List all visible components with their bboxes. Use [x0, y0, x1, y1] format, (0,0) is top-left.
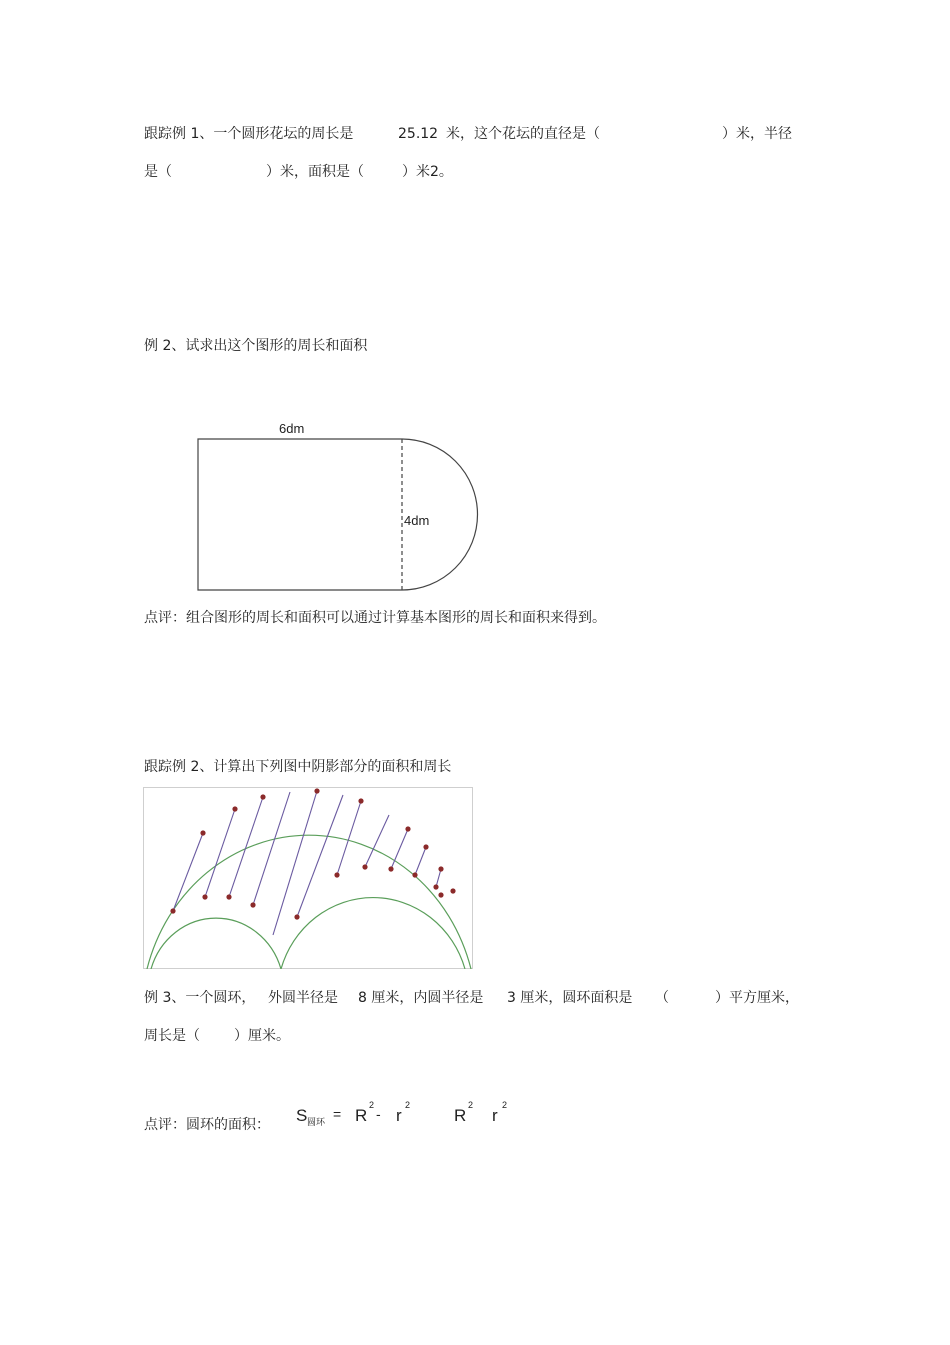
formula-sub: 圆环	[307, 1117, 326, 1127]
formula-sup1: 2	[369, 1100, 375, 1110]
q4-text-e: （	[655, 990, 669, 1006]
q2-title: 例 2、试求出这个图形的周长和面积	[144, 338, 368, 354]
q4-text-f: ）平方厘米，	[715, 990, 799, 1006]
q1-text-b: 米，这个花坛的直径是（	[446, 126, 600, 142]
q4-text-d: 3 厘米，圆环面积是	[507, 990, 633, 1006]
formula-eq: =	[333, 1106, 342, 1122]
ring-area-formula	[296, 1100, 526, 1130]
comment2-label: 点评：圆环的面积：	[144, 1117, 270, 1133]
q1-text-d: 是（	[144, 164, 172, 180]
formula-sup3: 2	[468, 1100, 474, 1110]
formula-S: S	[296, 1106, 308, 1125]
q1-text-e: ）米，面积是（	[266, 164, 364, 180]
q4-text-g: 周长是（	[144, 1028, 200, 1044]
q1-text-f: ）米2。	[402, 164, 453, 180]
q2-comment: 点评：组合图形的周长和面积可以通过计算基本图形的周长和面积来得到。	[144, 610, 606, 626]
formula-sup2: 2	[405, 1100, 411, 1110]
rect-semicircle-outline	[198, 439, 478, 590]
formula-R1: R	[355, 1106, 368, 1125]
q1-number: 25.12	[398, 126, 439, 142]
formula-sup4: 2	[502, 1100, 508, 1110]
formula-r2: r	[492, 1106, 498, 1125]
q3-title: 跟踪例 2、计算出下列图中阴影部分的面积和周长	[144, 759, 452, 775]
q2-figure	[190, 415, 490, 600]
q4-text-b: 外圆半径是	[268, 990, 338, 1006]
formula-r1: r	[396, 1106, 402, 1125]
formula-R2: R	[454, 1106, 467, 1125]
formula-minus: -	[376, 1106, 381, 1122]
q4-text-c: 8 厘米，内圆半径是	[358, 990, 484, 1006]
q1-text-c: ）米，半径	[722, 126, 792, 142]
label-4dm: 4dm	[404, 513, 430, 528]
q3-figure	[143, 787, 473, 969]
label-6dm: 6dm	[279, 421, 305, 436]
q1-text-a: 跟踪例 1、一个圆形花坛的周长是	[144, 126, 354, 142]
q4-text-h: ）厘米。	[234, 1028, 290, 1044]
q4-text-a: 例 3、一个圆环，	[144, 990, 256, 1006]
